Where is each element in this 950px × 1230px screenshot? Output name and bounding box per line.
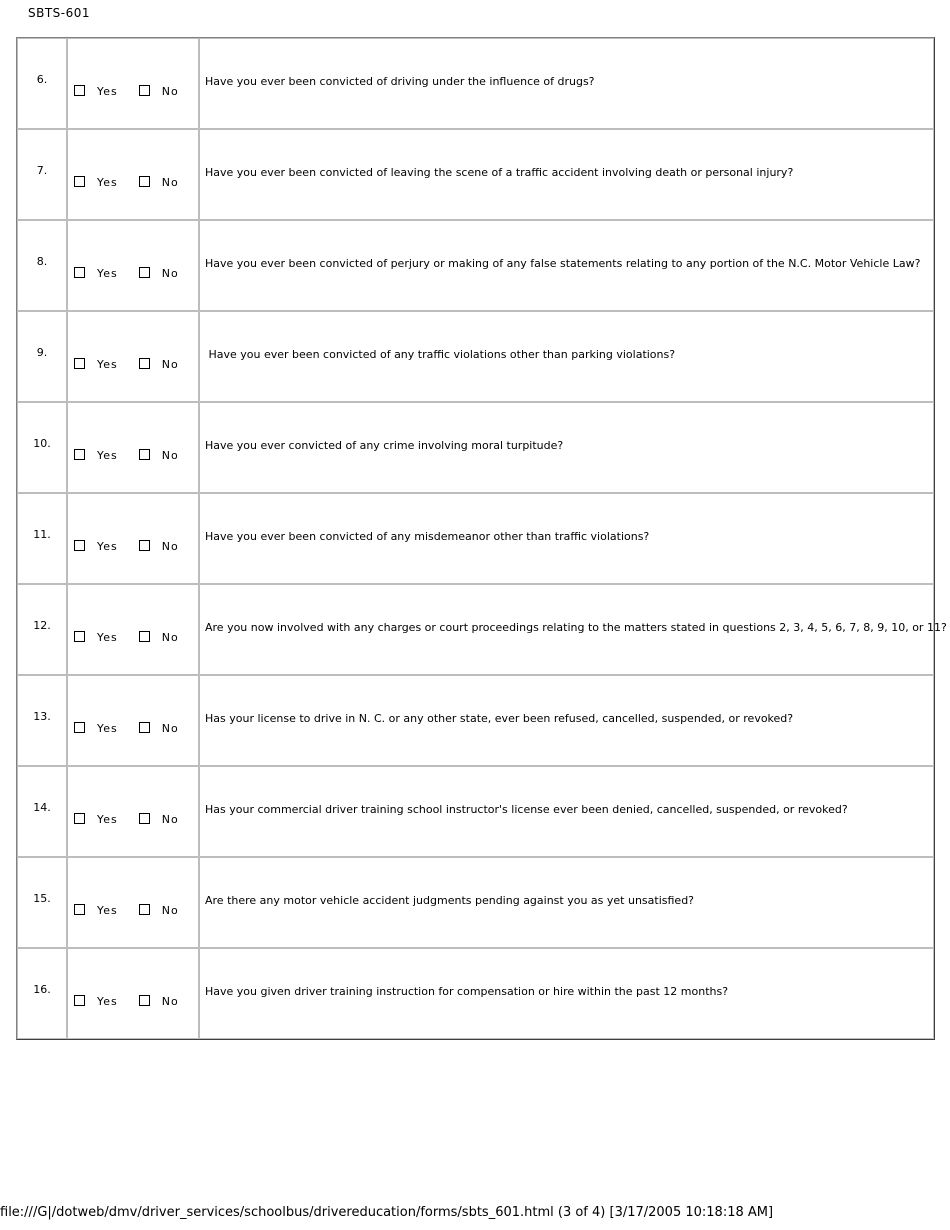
yes-label: Yes bbox=[97, 540, 118, 553]
question-text: Have you ever been convicted of any misdemeanor other than traffic violations? bbox=[205, 530, 650, 543]
question-text: Are you now involved with any charges or court proceedings relating to the matters stated in questions 2, 3, 4, 5, 6, 7, 8, 9, 10, or 11? bbox=[205, 621, 947, 634]
no-checkbox[interactable] bbox=[139, 995, 150, 1006]
yes-checkbox[interactable] bbox=[74, 358, 85, 369]
questions-table bbox=[16, 37, 947, 1040]
question-number: 16. bbox=[33, 983, 51, 996]
no-label: No bbox=[161, 358, 179, 371]
yes-label: Yes bbox=[97, 176, 118, 189]
file-path-footer: file:///G|/dotweb/dmv/driver_services/schoolbus/drivereducation/forms/sbts_601.html (3 of 4) [3/17/2005 10:18:18 AM] bbox=[0, 1205, 774, 1220]
question-number: 7. bbox=[36, 164, 48, 177]
yes-checkbox[interactable] bbox=[74, 85, 85, 96]
question-text: Have you ever been convicted of driving under the influence of drugs? bbox=[205, 75, 595, 88]
question-number: 9. bbox=[36, 346, 48, 359]
question-text: Have you ever convicted of any crime involving moral turpitude? bbox=[205, 439, 564, 452]
question-number: 12. bbox=[33, 619, 51, 632]
question-number: 6. bbox=[36, 73, 48, 86]
question-text: Are there any motor vehicle accident judgments pending against you as yet unsatisfied? bbox=[205, 894, 695, 907]
yes-label: Yes bbox=[97, 631, 118, 644]
question-number: 13. bbox=[33, 710, 51, 723]
no-label: No bbox=[161, 540, 179, 553]
yes-checkbox[interactable] bbox=[74, 449, 85, 460]
question-row bbox=[17, 220, 934, 311]
yes-label: Yes bbox=[97, 358, 118, 371]
question-number: 15. bbox=[33, 892, 51, 905]
no-label: No bbox=[161, 449, 179, 462]
no-label: No bbox=[161, 904, 179, 917]
yes-label: Yes bbox=[97, 722, 118, 735]
no-label: No bbox=[161, 813, 179, 826]
no-checkbox[interactable] bbox=[139, 449, 150, 460]
form-code: SBTS-601 bbox=[28, 6, 91, 20]
yes-label: Yes bbox=[97, 813, 118, 826]
no-checkbox[interactable] bbox=[139, 85, 150, 96]
yes-label: Yes bbox=[97, 267, 118, 280]
question-row bbox=[17, 948, 934, 1039]
no-checkbox[interactable] bbox=[139, 904, 150, 915]
question-text: Has your license to drive in N. C. or any other state, ever been refused, cancelled, suspended, or revoked? bbox=[205, 712, 794, 725]
yes-label: Yes bbox=[97, 995, 118, 1008]
yes-label: Yes bbox=[97, 85, 118, 98]
question-text: Has your commercial driver training school instructor's license ever been denied, cancelled, suspended, or revoked? bbox=[205, 803, 848, 816]
yes-label: Yes bbox=[97, 904, 118, 917]
no-checkbox[interactable] bbox=[139, 631, 150, 642]
question-text: Have you given driver training instruction for compensation or hire within the past 12 months? bbox=[205, 985, 729, 998]
question-row bbox=[17, 311, 934, 402]
no-label: No bbox=[161, 995, 179, 1008]
question-number: 8. bbox=[36, 255, 48, 268]
question-number: 14. bbox=[33, 801, 51, 814]
question-row bbox=[17, 129, 934, 220]
no-checkbox[interactable] bbox=[139, 540, 150, 551]
no-checkbox[interactable] bbox=[139, 722, 150, 733]
no-checkbox[interactable] bbox=[139, 813, 150, 824]
question-number: 10. bbox=[33, 437, 51, 450]
question-row bbox=[17, 766, 934, 857]
no-checkbox[interactable] bbox=[139, 358, 150, 369]
yes-checkbox[interactable] bbox=[74, 995, 85, 1006]
question-row bbox=[17, 857, 934, 948]
question-text: Have you ever been convicted of leaving the scene of a traffic accident involving death or personal injury? bbox=[205, 166, 794, 179]
no-label: No bbox=[161, 267, 179, 280]
yes-checkbox[interactable] bbox=[74, 722, 85, 733]
question-text: Have you ever been convicted of perjury or making of any false statements relating to any portion of the N.C. Motor Vehicle Law? bbox=[205, 257, 921, 270]
question-text: Have you ever been convicted of any traffic violations other than parking violations? bbox=[205, 348, 676, 361]
yes-checkbox[interactable] bbox=[74, 176, 85, 187]
question-row bbox=[17, 402, 934, 493]
no-checkbox[interactable] bbox=[139, 176, 150, 187]
no-label: No bbox=[161, 85, 179, 98]
yes-checkbox[interactable] bbox=[74, 540, 85, 551]
no-label: No bbox=[161, 176, 179, 189]
no-label: No bbox=[161, 631, 179, 644]
yes-checkbox[interactable] bbox=[74, 813, 85, 824]
question-number: 11. bbox=[33, 528, 51, 541]
no-label: No bbox=[161, 722, 179, 735]
yes-checkbox[interactable] bbox=[74, 904, 85, 915]
yes-label: Yes bbox=[97, 449, 118, 462]
question-row bbox=[17, 493, 934, 584]
yes-checkbox[interactable] bbox=[74, 267, 85, 278]
question-row bbox=[17, 584, 934, 675]
question-row bbox=[17, 675, 934, 766]
question-row bbox=[17, 38, 934, 129]
yes-checkbox[interactable] bbox=[74, 631, 85, 642]
no-checkbox[interactable] bbox=[139, 267, 150, 278]
